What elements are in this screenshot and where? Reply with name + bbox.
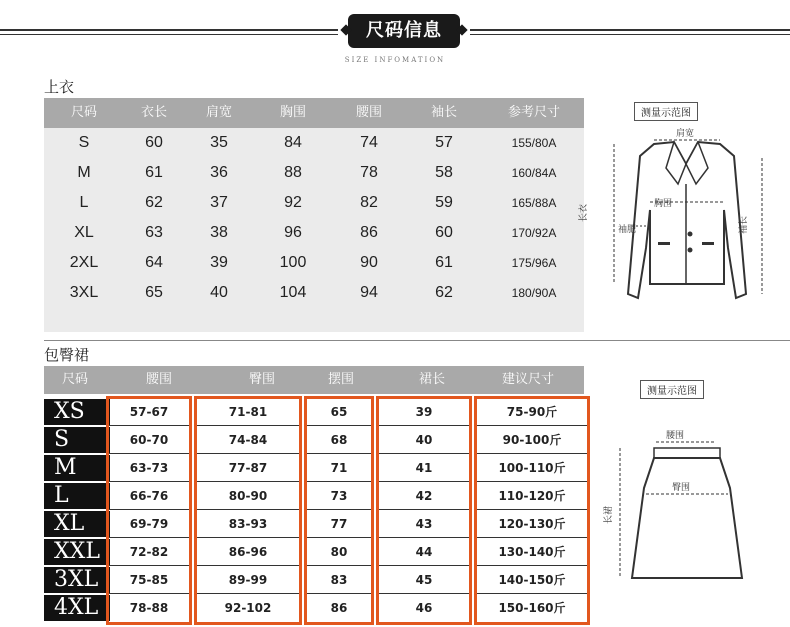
table-cell: 69-79 <box>109 511 189 538</box>
skirt-diagram <box>606 378 786 593</box>
table-cell: 89-99 <box>197 567 299 594</box>
jacket-diagram <box>579 98 782 308</box>
column-header: 衣长 <box>140 105 167 120</box>
size-label: 4XL <box>44 595 110 621</box>
column-header: 臀围 <box>248 372 275 387</box>
header-rule <box>470 29 790 31</box>
table-cell: 74-84 <box>197 427 299 454</box>
table-row <box>44 248 584 278</box>
table-cell: 66-76 <box>109 483 189 510</box>
table-cell: 94 <box>360 284 378 301</box>
table-row <box>44 218 584 248</box>
table-cell: 37 <box>210 194 228 211</box>
column-header: 肩宽 <box>205 105 232 120</box>
size-label: XS <box>44 399 110 425</box>
table-cell: 86 <box>330 601 348 615</box>
table-cell: 78-88 <box>129 601 169 615</box>
table-row <box>44 188 584 218</box>
table-cell: 61 <box>435 254 453 271</box>
table-cell: S <box>78 134 90 151</box>
table-cell: 62 <box>435 284 453 301</box>
table-cell: 92-102 <box>224 601 272 615</box>
size-label: M <box>44 455 110 481</box>
table-cell: 43 <box>379 511 469 538</box>
table-cell: 110-120斤 <box>477 483 587 510</box>
table-cell: 38 <box>210 224 228 241</box>
column-header: 摆围 <box>327 372 354 387</box>
table-cell: 61 <box>145 164 163 181</box>
page-header <box>0 0 790 70</box>
column-header: 腰围 <box>355 105 382 120</box>
table-cell: 40 <box>379 427 469 454</box>
table-cell: 82 <box>360 194 378 211</box>
table-cell: 140-150斤 <box>477 567 587 594</box>
table-cell: 165/88A <box>511 196 557 210</box>
table-cell: 65 <box>145 284 163 301</box>
shoulder-label: 肩宽 <box>676 129 695 139</box>
table-cell: 86 <box>360 224 378 241</box>
table-header-row <box>44 98 584 128</box>
table-cell: 35 <box>210 134 228 151</box>
weight-column <box>474 396 590 625</box>
waist-label: 腰围 <box>666 431 685 441</box>
section-title-top: 上衣 <box>44 78 75 96</box>
table-cell: 155/80A <box>511 136 557 150</box>
table-cell: 77 <box>307 511 371 538</box>
table-cell: 150-160斤 <box>498 601 566 615</box>
column-header: 袖长 <box>430 105 457 120</box>
table-cell: XL <box>74 224 94 241</box>
table-cell: 83-93 <box>197 511 299 538</box>
table-cell: 46 <box>415 601 433 615</box>
table-cell: 78 <box>360 164 378 181</box>
table-cell: 59 <box>435 194 453 211</box>
skirt-illustration <box>606 378 786 593</box>
table-cell: 175/96A <box>511 256 557 270</box>
table-row <box>44 128 584 158</box>
table-cell: 45 <box>379 567 469 594</box>
table-cell: 100-110斤 <box>477 455 587 482</box>
jacket-illustration <box>579 98 782 308</box>
length-column <box>376 396 472 625</box>
table-cell: 170/92A <box>511 226 557 240</box>
hem-column <box>304 396 374 625</box>
header-rule <box>0 34 338 35</box>
column-header: 裙长 <box>418 372 445 387</box>
table-cell: 90 <box>360 254 378 271</box>
table-cell: L <box>79 194 89 211</box>
column-header: 腰围 <box>145 372 172 387</box>
table-cell: 84 <box>284 134 302 151</box>
table-cell: 73 <box>307 483 371 510</box>
table-cell: 80-90 <box>197 483 299 510</box>
page-subtitle: SIZE INFOMATION <box>344 56 446 64</box>
table-row <box>44 278 584 308</box>
table-cell: 75-90斤 <box>477 399 587 426</box>
sleeve-width-label: 袖肥 <box>618 225 637 235</box>
table-cell: 92 <box>284 194 302 211</box>
table-cell: 86-96 <box>197 539 299 566</box>
table-cell: 41 <box>379 455 469 482</box>
table-cell: 44 <box>379 539 469 566</box>
column-header: 尺码 <box>61 372 88 387</box>
length-label: 长衣 <box>579 203 589 222</box>
table-cell: 68 <box>307 427 371 454</box>
table-cell: 57-67 <box>109 399 189 426</box>
section-title-bottom: 包臀裙 <box>44 346 90 364</box>
table-cell: 71-81 <box>197 399 299 426</box>
size-label: S <box>44 427 110 453</box>
size-label: XL <box>44 511 110 537</box>
table-cell: 58 <box>435 164 453 181</box>
header-rule <box>0 29 338 31</box>
hip-column <box>194 396 302 625</box>
size-label: L <box>44 483 110 509</box>
section-divider <box>44 340 790 341</box>
table-cell: 64 <box>145 254 163 271</box>
table-row <box>44 158 584 188</box>
size-label: 3XL <box>44 567 110 593</box>
top-size-table <box>44 98 584 332</box>
table-cell: 100 <box>279 254 307 271</box>
table-cell: 62 <box>145 194 163 211</box>
table-cell: 2XL <box>69 254 99 271</box>
table-cell: 72-82 <box>109 539 189 566</box>
table-cell: 77-87 <box>197 455 299 482</box>
size-label: XXL <box>44 539 110 565</box>
table-cell: M <box>77 164 91 181</box>
table-cell: 42 <box>379 483 469 510</box>
diagram-label: 测量示范图 <box>640 380 704 399</box>
table-cell: 63-73 <box>109 455 189 482</box>
waist-column <box>106 396 192 625</box>
hip-label: 臀围 <box>672 483 691 493</box>
table-cell: 3XL <box>69 284 99 301</box>
diagram-label: 测量示范图 <box>634 102 698 121</box>
table-cell: 71 <box>307 455 371 482</box>
table-cell: 104 <box>279 284 307 301</box>
table-cell: 160/84A <box>511 166 557 180</box>
table-cell: 96 <box>284 224 302 241</box>
chest-label: 胸围 <box>654 199 673 209</box>
table-cell: 75-85 <box>109 567 189 594</box>
table-cell: 36 <box>210 164 228 181</box>
table-cell: 63 <box>145 224 163 241</box>
table-cell: 74 <box>360 134 378 151</box>
header-rule <box>470 34 790 35</box>
table-cell: 60 <box>435 224 453 241</box>
table-cell: 130-140斤 <box>477 539 587 566</box>
sleeve-length-label: 袖长 <box>739 215 749 234</box>
table-cell: 60 <box>145 134 163 151</box>
table-cell: 120-130斤 <box>477 511 587 538</box>
table-cell: 65 <box>307 399 371 426</box>
column-header: 尺码 <box>70 105 97 120</box>
column-header: 参考尺寸 <box>507 105 560 120</box>
column-header: 建议尺寸 <box>501 372 554 387</box>
table-cell: 180/90A <box>511 286 557 300</box>
table-cell: 39 <box>379 399 469 426</box>
table-cell: 90-100斤 <box>477 427 587 454</box>
table-cell: 40 <box>210 284 228 301</box>
table-cell: 39 <box>210 254 228 271</box>
table-cell: 88 <box>284 164 302 181</box>
bottom-size-table <box>44 396 590 625</box>
table-cell: 57 <box>435 134 453 151</box>
table-cell: 60-70 <box>109 427 189 454</box>
bottom-table-header <box>44 366 584 394</box>
table-cell: 80 <box>307 539 371 566</box>
column-header: 胸围 <box>279 105 306 120</box>
page-title: 尺码信息 <box>348 14 460 48</box>
skirt-length-label: 长裙 <box>604 505 614 524</box>
table-cell: 83 <box>307 567 371 594</box>
